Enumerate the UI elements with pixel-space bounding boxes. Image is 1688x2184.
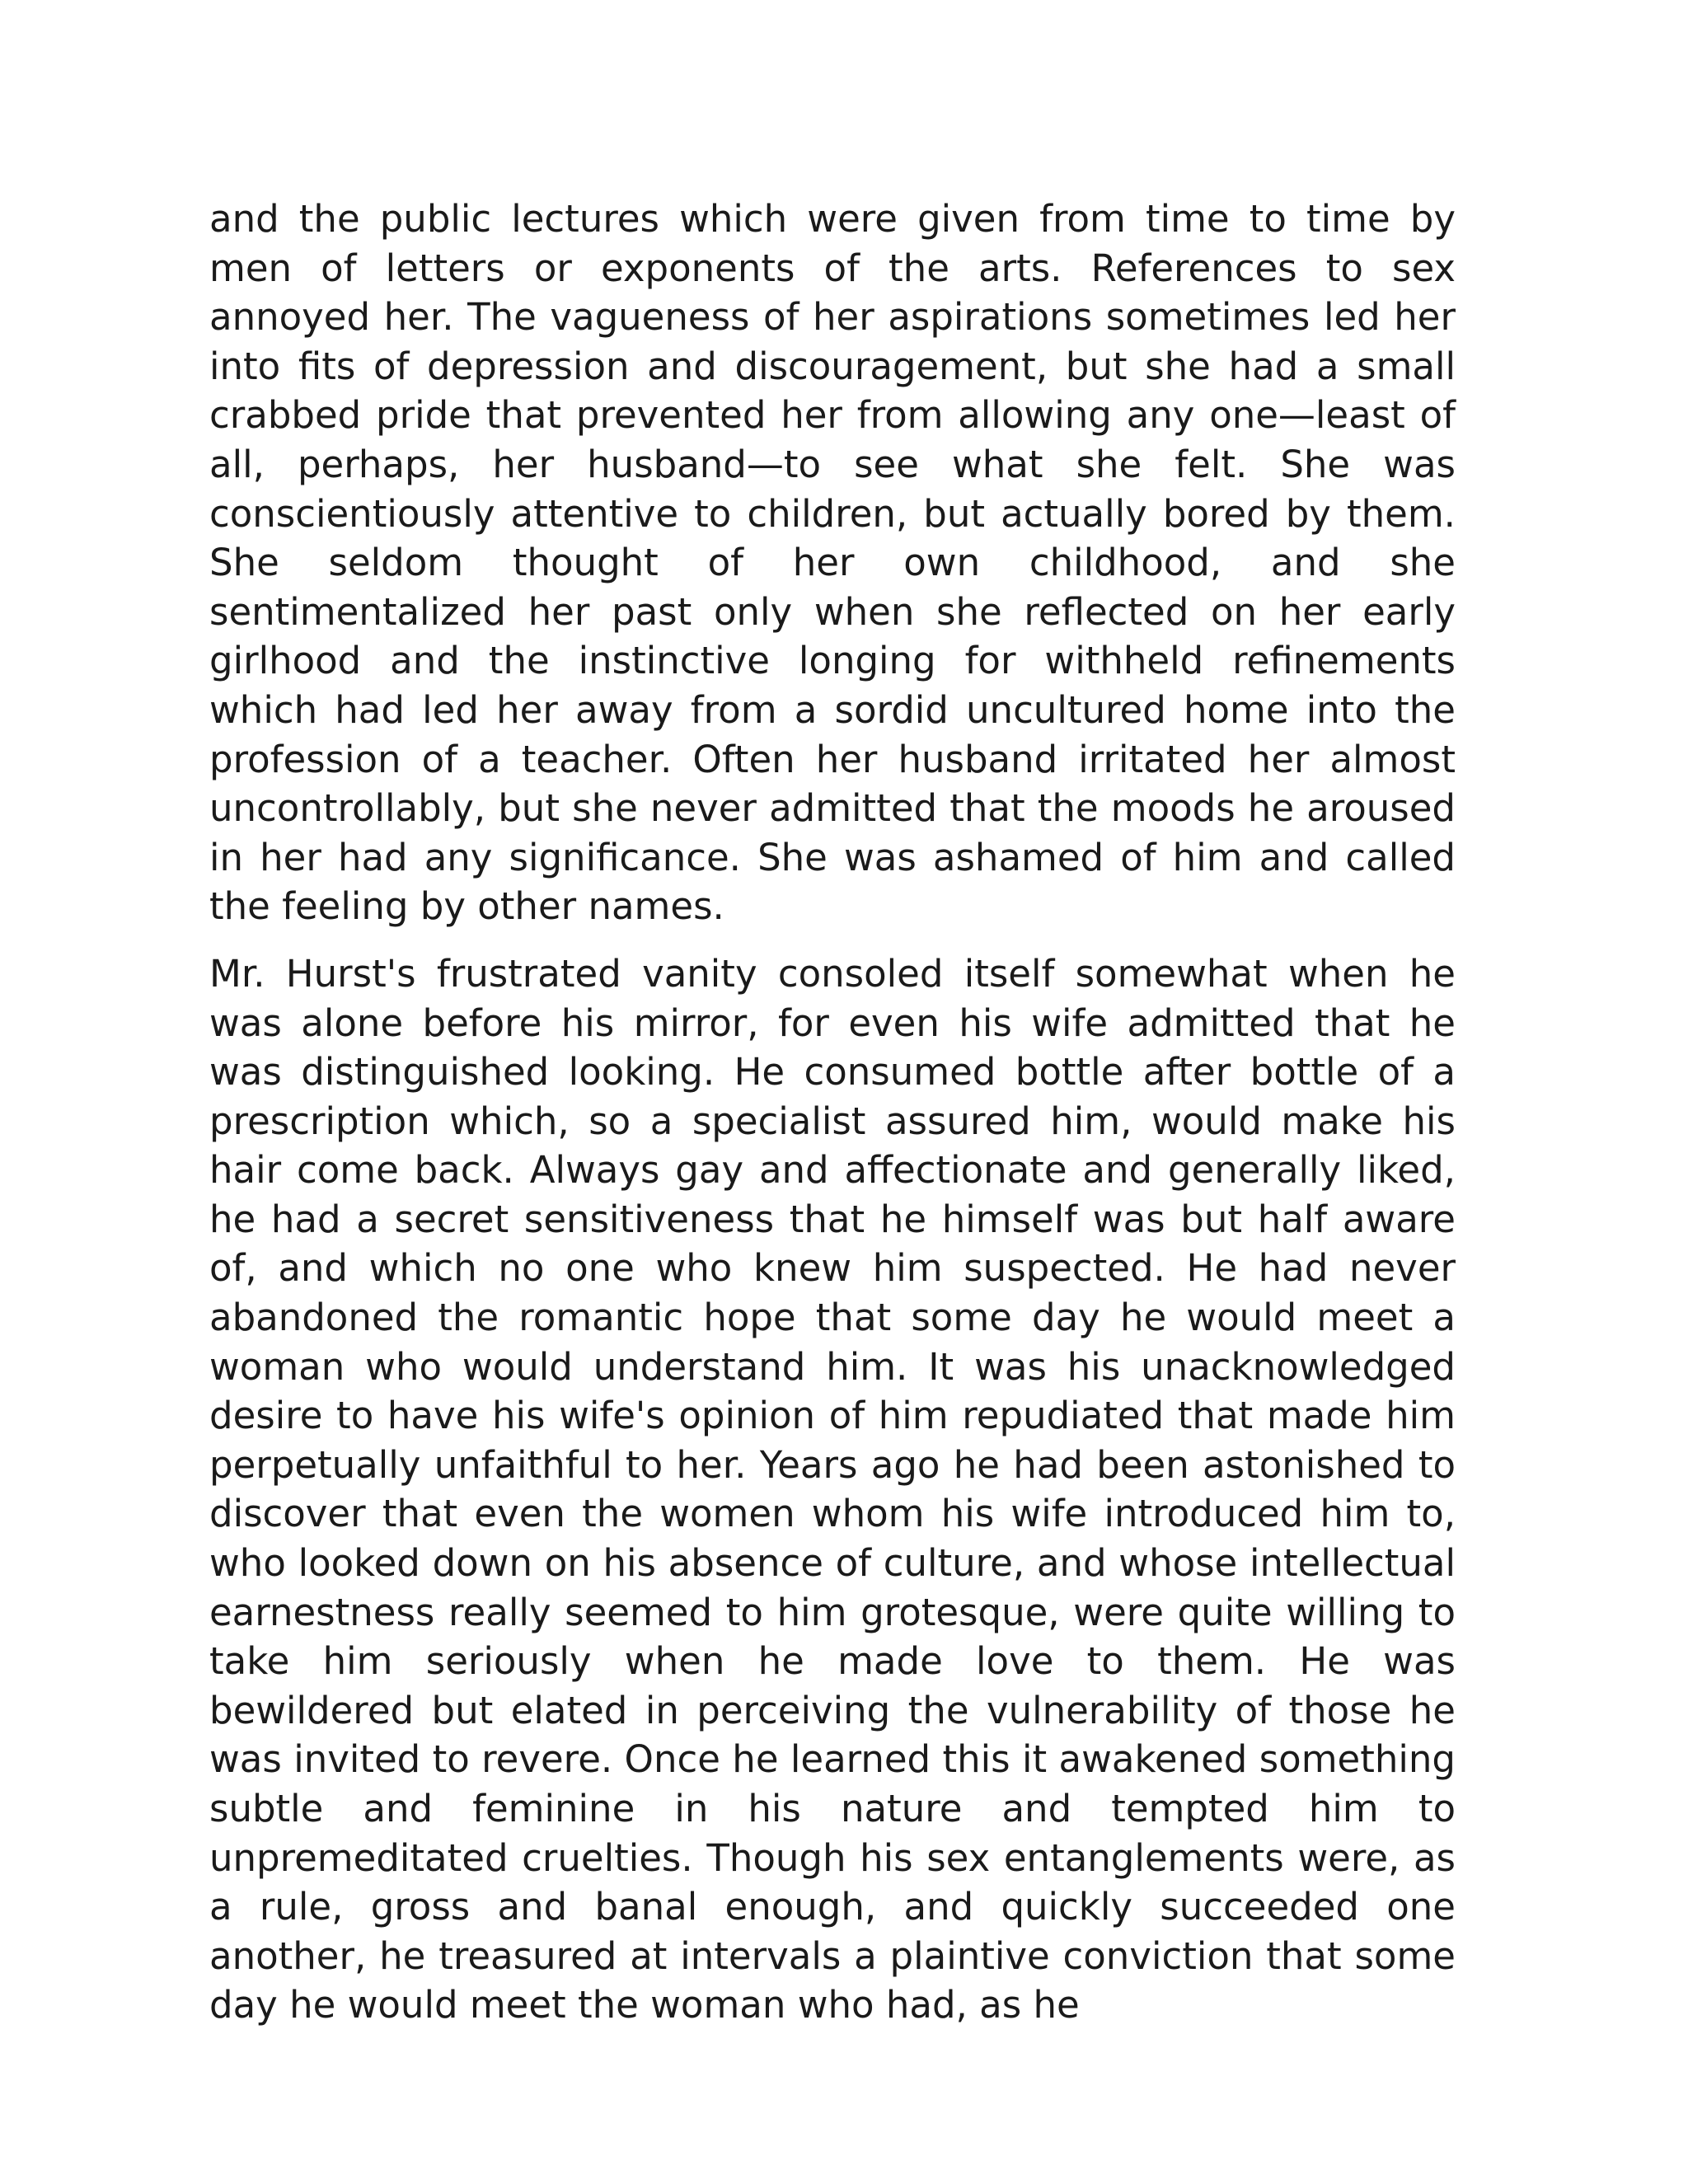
page-body xyxy=(209,194,1456,2030)
paragraph-2: Mr. Hurst's frustrated vanity consoled itself somewhat when he was alone before his mirror, for even his wife admitted that he was distinguished looking. He consumed bottle after bottle of a prescription which, so a specialist assured him, would make his hair come back. Always gay and affectionate and generally liked, he had a secret sensitiveness that he himself was but half aware of, and which no one who knew him suspected. He had never abandoned the romantic hope that some day he would meet a woman who would understand him. It was his unacknowledged desire to have his wife's opinion of him repudiated that made him perpetually unfaithful to her. Years ago he had been astonished to discover that even the women whom his wife introduced him to, who looked down on his absence of culture, and whose intellectual earnestness really seemed to him grotesque, were quite willing to take him seriously when he made love to them. He was bewildered but elated in perceiving the vulnerability of those he was invited to revere. Once he learned this it awakened something subtle and feminine in his nature and tempted him to unpremeditated cruelties. Though his sex entanglements were, as a rule, gross and banal enough, and quickly succeeded one another, he treasured at intervals a plaintive conviction that some day he would meet the woman who had, as he xyxy=(209,951,1456,2027)
paragraph-1: and the public lectures which were given from time to time by men of letters or exponents of the arts. References to sex annoyed her. The vagueness of her aspirations sometimes led her into fits of depression and discouragement, but she had a small crabbed pride that prevented her from allowing any one—least of all, perhaps, her husband—to see what she felt. She was conscientiously attentive to children, but actually bored by them. She seldom thought of her own childhood, and she sentimentalized her past only when she reflected on her early girlhood and the instinctive longing for withheld refinements which had led her away from a sordid uncultured home into the profession of a teacher. Often her husband irritated her almost uncontrollably, but she never admitted that the moods he aroused in her had any significance. She was ashamed of him and called the feeling by other names. xyxy=(209,197,1456,929)
